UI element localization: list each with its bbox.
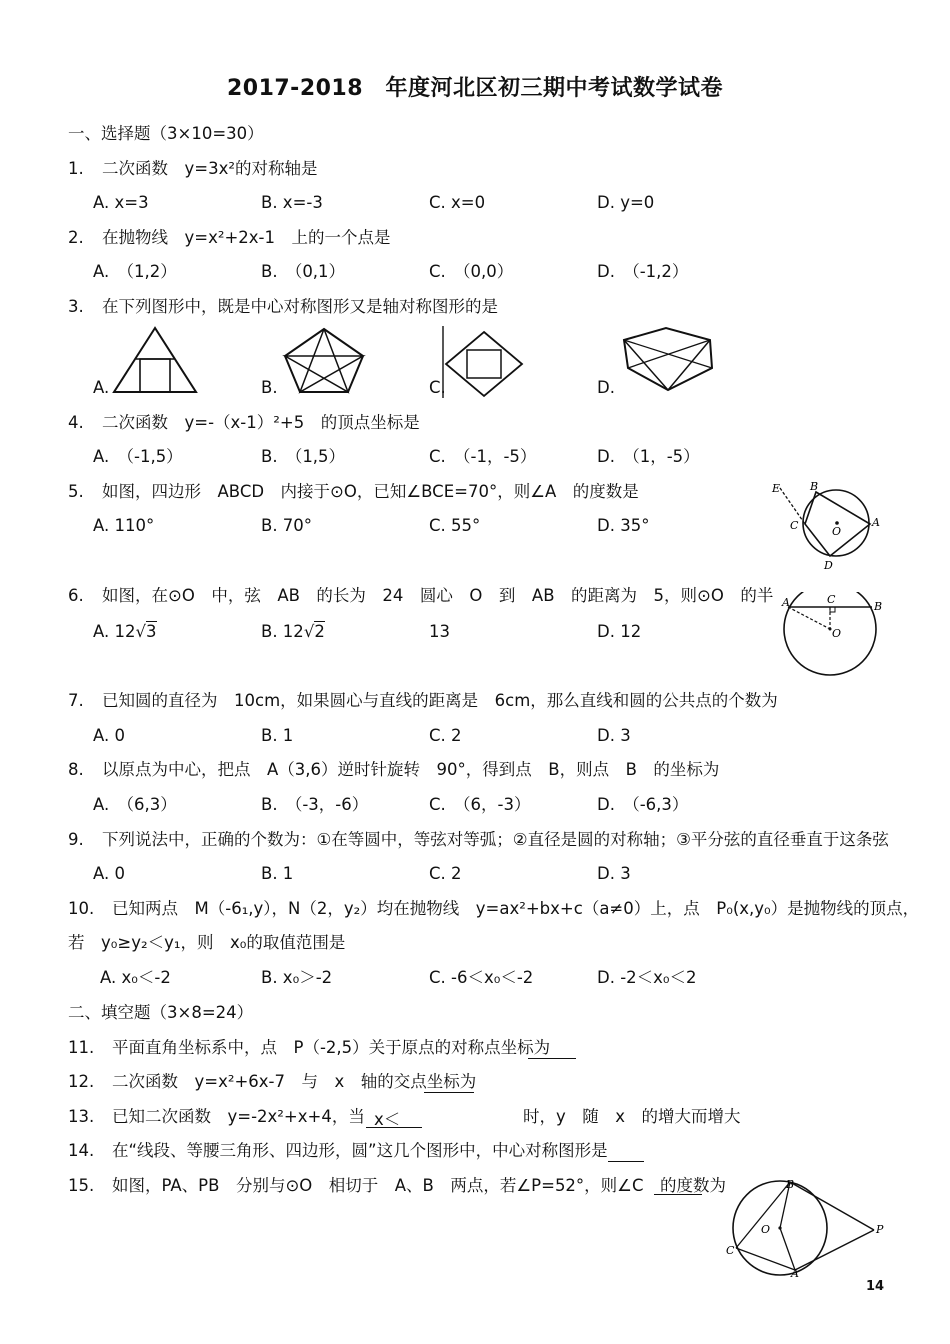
question-text: 在“线段、等腰三角形、四边形，圆”这几个图形中，中心对称图形是 [112, 1141, 608, 1160]
question-stem: 在下列图形中，既是中心对称图形又是轴对称图形的是 [102, 297, 498, 316]
option-a-coefficient: A. 12 [93, 622, 136, 641]
figure-circle-chord [776, 592, 892, 678]
option-c: C. [429, 378, 446, 397]
option-c: C. -6＜x₀＜-2 [429, 968, 534, 987]
option-b: B. x=-3 [261, 193, 323, 212]
option-b: B. 70° [261, 516, 313, 535]
question-stem-line2: 若 y₀≥y₂＜y₁，则 x₀的取值范围是 [68, 933, 346, 952]
question-stem: 已知二次函数 y=-2x²+x+4，当 [112, 1107, 365, 1126]
question-stem: 二次函数 y=-（x-1）²+5 的顶点坐标是 [102, 413, 420, 432]
question-stem: 在抛物线 y=x²+2x-1 上的一个点是 [102, 228, 391, 247]
label-o: O [761, 1223, 771, 1236]
section-heading-choice: 一、选择题（3×10=30） [68, 124, 264, 143]
figure-hexagon-with-triangles [620, 326, 716, 394]
label-o: O [832, 525, 842, 538]
answer-blank[interactable] [654, 1176, 702, 1195]
answer-blank[interactable] [366, 1106, 422, 1128]
question-stem [112, 1037, 576, 1059]
question-number: 10. [68, 899, 95, 918]
question-stem [112, 1175, 726, 1197]
option-a: A. 0 [93, 726, 125, 745]
answer-blank[interactable] [424, 1074, 474, 1093]
answer-blank[interactable] [608, 1143, 644, 1162]
question-number: 4. [68, 413, 84, 432]
label-b: B [874, 600, 883, 613]
question-stem: 已知两点 M（-6₁,y），N（2，y₂）均在抛物线 y=ax²+bx+c（a≠0）上，点 P₀(x,y₀）是抛物线的顶点， [112, 899, 920, 918]
question-number: 7. [68, 691, 84, 710]
question-number: 9. [68, 830, 84, 849]
option-a: A. x₀＜-2 [100, 968, 171, 987]
option-b: B. 1 [261, 864, 294, 883]
question-stem-tail: 时，y 随 x 的增大而增大 [523, 1107, 741, 1126]
label-a: A [782, 596, 790, 609]
blank-prefix: x＜ [366, 1109, 422, 1128]
option-d: D. （-6,3） [597, 795, 689, 814]
page-number: 14 [866, 1279, 885, 1294]
label-c: C [827, 593, 836, 606]
option-c: 13 [429, 622, 450, 641]
option-b [261, 621, 325, 643]
option-d: D. [597, 378, 615, 397]
question-stem: 下列说法中，正确的个数为：①在等圆中，等弦对等弧；②直径是圆的对称轴；③平分弦的直径垂直于这条弦 [102, 830, 889, 849]
option-d: D. y=0 [597, 193, 655, 212]
label-b: B [810, 480, 819, 493]
option-a: A. （-1,5） [93, 447, 183, 466]
figure-inscribed-quadrilateral [768, 478, 892, 572]
figure-pentagon-star [282, 326, 366, 394]
question-stem: 以原点为中心，把点 A（3,6）逆时针旋转 90°，得到点 B，则点 B 的坐标为 [102, 760, 720, 779]
section-heading-fill: 二、填空题（3×8=24） [68, 1003, 254, 1022]
question-number: 8. [68, 760, 84, 779]
sqrt-sign: √ [135, 622, 146, 641]
option-a: A. 0 [93, 864, 125, 883]
question-number: 1. [68, 159, 84, 178]
question-stem [112, 1140, 644, 1162]
label-c: C [726, 1244, 735, 1257]
question-number: 2. [68, 228, 84, 247]
option-d: D. 12 [597, 622, 642, 641]
option-c: C. 2 [429, 726, 462, 745]
question-stem [112, 1071, 477, 1093]
question-stem: 如图，在⊙O 中，弦 AB 的长为 24 圆心 O 到 AB 的距离为 5，则⊙O 的半 [102, 586, 774, 605]
option-b: B. （0,1） [261, 262, 346, 281]
question-number: 15. [68, 1176, 95, 1195]
question-number: 12. [68, 1072, 95, 1091]
option-d: D. （1，-5） [597, 447, 700, 466]
option-c: C. 55° [429, 516, 481, 535]
option-b: B. [261, 378, 278, 397]
option-a: A. （6,3） [93, 795, 177, 814]
option-b: B. x₀＞-2 [261, 968, 333, 987]
figure-tangents-from-point [724, 1178, 892, 1278]
option-d: D. 35° [597, 516, 650, 535]
option-a: A. x=3 [93, 193, 149, 212]
question-stem: 已知圆的直径为 10cm，如果圆心与直线的距离是 6cm，那么直线和圆的公共点的个数为 [102, 691, 778, 710]
sqrt-sign: √ [303, 622, 315, 641]
figure-rhombus-with-square [440, 326, 526, 398]
option-d: D. 3 [597, 726, 631, 745]
option-b: B. （1,5） [261, 447, 346, 466]
question-stem: 如图，四边形 ABCD 内接于⊙O，已知∠BCE=70°，则∠A 的度数是 [102, 482, 639, 501]
question-stem: 二次函数 y=3x²的对称轴是 [102, 159, 318, 178]
option-a-radicand: 3 [146, 622, 157, 641]
label-a: A [872, 516, 880, 529]
label-b: B [786, 1178, 795, 1191]
option-c: C. （6，-3） [429, 795, 531, 814]
question-text: 如图，PA、PB 分别与⊙O 相切于 A、B 两点，若∠P=52°，则∠C 的度数为 [112, 1176, 726, 1195]
question-text: 二次函数 y=x²+6x-7 与 x 轴的交点坐标为 [112, 1072, 477, 1091]
option-b-radicand: 2 [314, 622, 325, 641]
question-number: 14. [68, 1141, 95, 1160]
label-o: O [832, 627, 842, 640]
option-c: C. x=0 [429, 193, 486, 212]
label-a: A [791, 1267, 799, 1278]
option-d: D. 3 [597, 864, 631, 883]
label-e: E [772, 482, 781, 495]
option-d: D. -2＜x₀＜2 [597, 968, 697, 987]
question-number: 5. [68, 482, 84, 501]
question-text: 平面直角坐标系中，点 P（-2,5）关于原点的对称点坐标为 [112, 1038, 551, 1057]
figure-triangle-with-square [112, 326, 198, 394]
option-a: A. 110° [93, 516, 155, 535]
option-c: C. 2 [429, 864, 462, 883]
label-d: D [824, 559, 833, 572]
option-b-coefficient: B. 12 [261, 622, 304, 641]
option-a [93, 621, 157, 643]
option-d: D. （-1,2） [597, 262, 689, 281]
page-title: 2017-2018 年度河北区初三期中考试数学试卷 [226, 76, 724, 101]
label-p: P [876, 1223, 884, 1236]
question-number: 3. [68, 297, 84, 316]
option-a: A. [93, 378, 110, 397]
question-number: 11. [68, 1038, 95, 1057]
option-b: B. 1 [261, 726, 294, 745]
question-number: 6. [68, 586, 84, 605]
answer-blank[interactable] [528, 1040, 576, 1059]
label-c: C [790, 519, 799, 532]
option-c: C. （-1，-5） [429, 447, 537, 466]
option-a: A. （1,2） [93, 262, 177, 281]
option-c: C. （0,0） [429, 262, 514, 281]
option-b: B. （-3，-6） [261, 795, 369, 814]
question-number: 13. [68, 1107, 95, 1126]
